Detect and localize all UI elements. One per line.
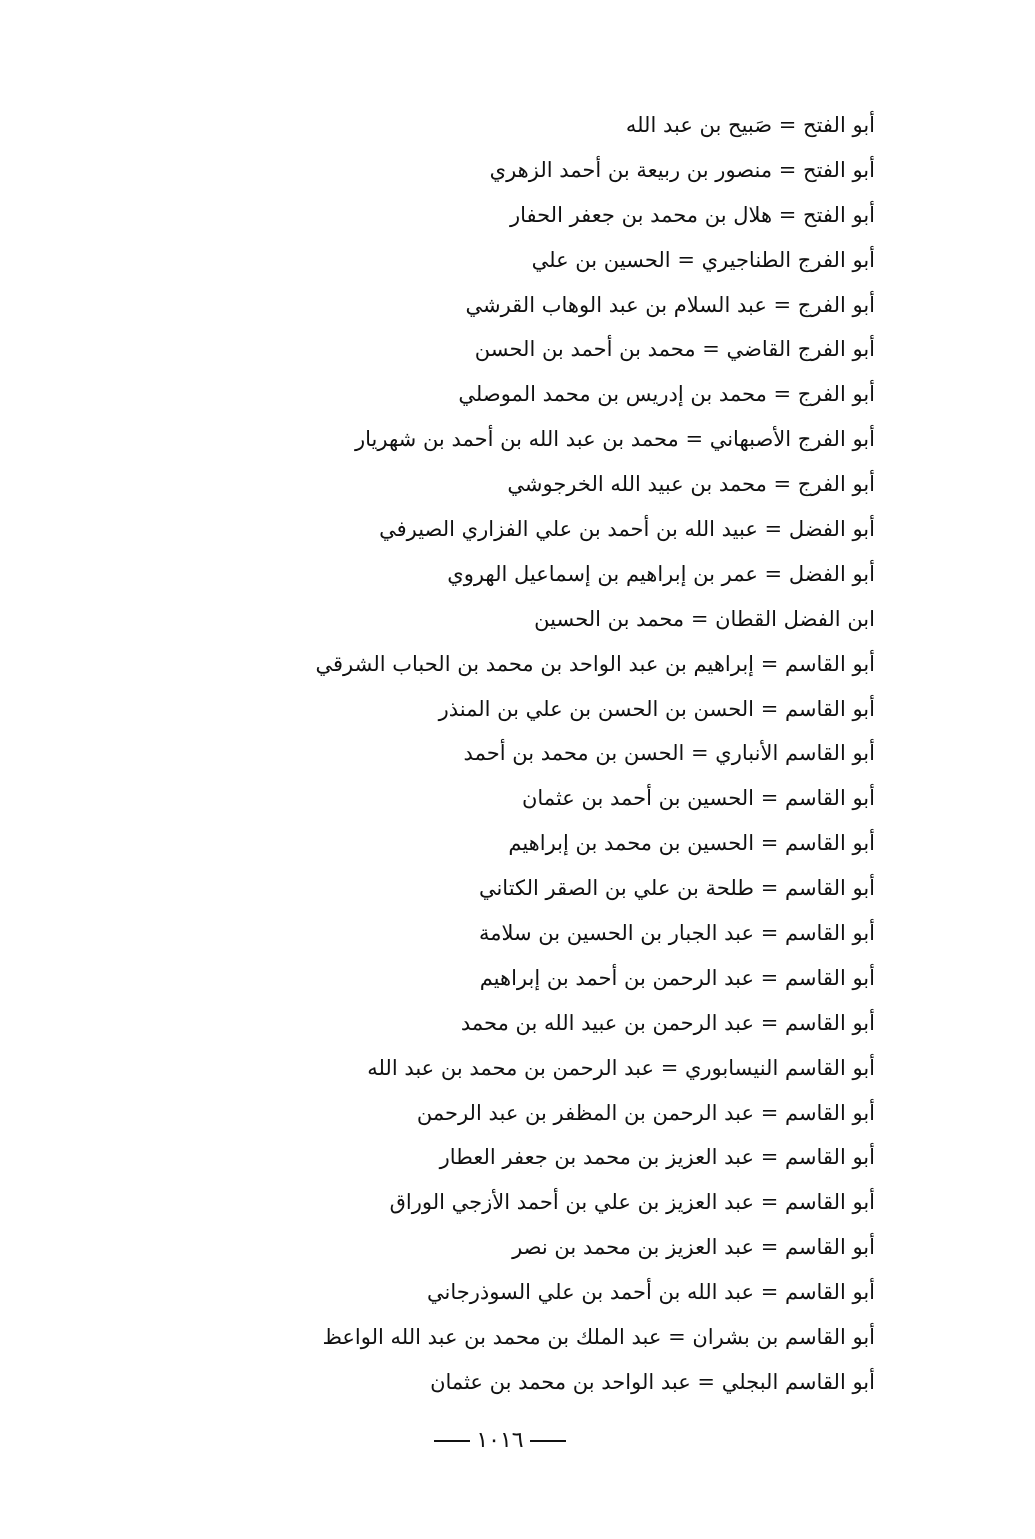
index-entry: أبو الفضل = عمر بن إبراهيم بن إسماعيل الهروي [447, 561, 875, 586]
index-entry: أبو القاسم = عبد العزيز بن محمد بن نصر [512, 1235, 875, 1260]
index-entry: أبو القاسم = الحسن بن الحسن بن علي بن المنذر [438, 696, 875, 721]
index-entry: أبو القاسم = عبد الجبار بن الحسين بن سلامة [478, 921, 875, 946]
index-entry: أبو الفضل = عبيد الله بن أحمد بن علي الفزاري الصيرفي [379, 517, 875, 542]
page-number-footer [0, 1428, 1000, 1453]
index-entry: ابن الفضل القطان = محمد بن الحسين [534, 606, 875, 631]
index-entry: أبو القاسم = الحسين بن محمد بن إبراهيم [508, 831, 875, 856]
index-entry: أبو القاسم = عبد العزيز بن علي بن أحمد الأزجي الوراق [389, 1190, 875, 1215]
index-entry: أبو الفرج القاضي = محمد بن أحمد بن الحسن [474, 337, 875, 362]
page-number: ١٠١٦ [476, 1428, 524, 1453]
index-entry: أبو القاسم = عبد الرحمن بن المظفر بن عبد الرحمن [416, 1100, 875, 1125]
index-entry: أبو القاسم = إبراهيم بن عبد الواحد بن محمد بن الحباب الشرقي [315, 651, 875, 676]
index-entry: أبو الفتح = منصور بن ربيعة بن أحمد الزهري [489, 157, 875, 182]
index-entry: أبو القاسم الأنباري = الحسن بن محمد بن أحمد [463, 741, 875, 766]
left-dash [434, 1440, 470, 1442]
right-dash [530, 1440, 566, 1442]
index-entry: أبو القاسم = عبد الله بن أحمد بن علي السوذرجاني [426, 1280, 875, 1305]
index-entry: أبو القاسم البجلي = عبد الواحد بن محمد بن عثمان [430, 1369, 875, 1394]
index-entry: أبو القاسم = الحسين بن أحمد بن عثمان [522, 786, 875, 811]
index-entry: أبو القاسم = عبد العزيز بن محمد بن جعفر العطار [439, 1145, 875, 1170]
index-entry: أبو الفرج = محمد بن إدريس بن محمد الموصلي [458, 382, 875, 407]
index-entry: أبو القاسم بن بشران = عبد الملك بن محمد بن عبد الله الواعظ [322, 1325, 875, 1350]
index-entry: أبو الفرج = محمد بن عبيد الله الخرجوشي [507, 472, 875, 497]
kunya-index-list [255, 103, 875, 1405]
index-entry: أبو الفرج الطناجيري = الحسين بن علي [531, 247, 875, 272]
index-entry: أبو الفتح = هلال بن محمد بن جعفر الحفار [509, 202, 875, 227]
index-entry: أبو القاسم = عبد الرحمن بن عبيد الله بن محمد [460, 1010, 875, 1035]
index-entry: أبو القاسم = طلحة بن علي بن الصقر الكتاني [478, 876, 875, 901]
index-entry: أبو الفتح = صَبيح بن عبد الله [625, 113, 875, 137]
index-entry: أبو القاسم النيسابوري = عبد الرحمن بن محمد بن عبد الله [367, 1055, 875, 1080]
index-entry: أبو القاسم = عبد الرحمن بن أحمد بن إبراهيم [479, 965, 875, 990]
index-entry: أبو الفرج = عبد السلام بن عبد الوهاب القرشي [465, 292, 875, 317]
index-entry: أبو الفرج الأصبهاني = محمد بن عبد الله بن أحمد بن شهريار [355, 427, 875, 452]
